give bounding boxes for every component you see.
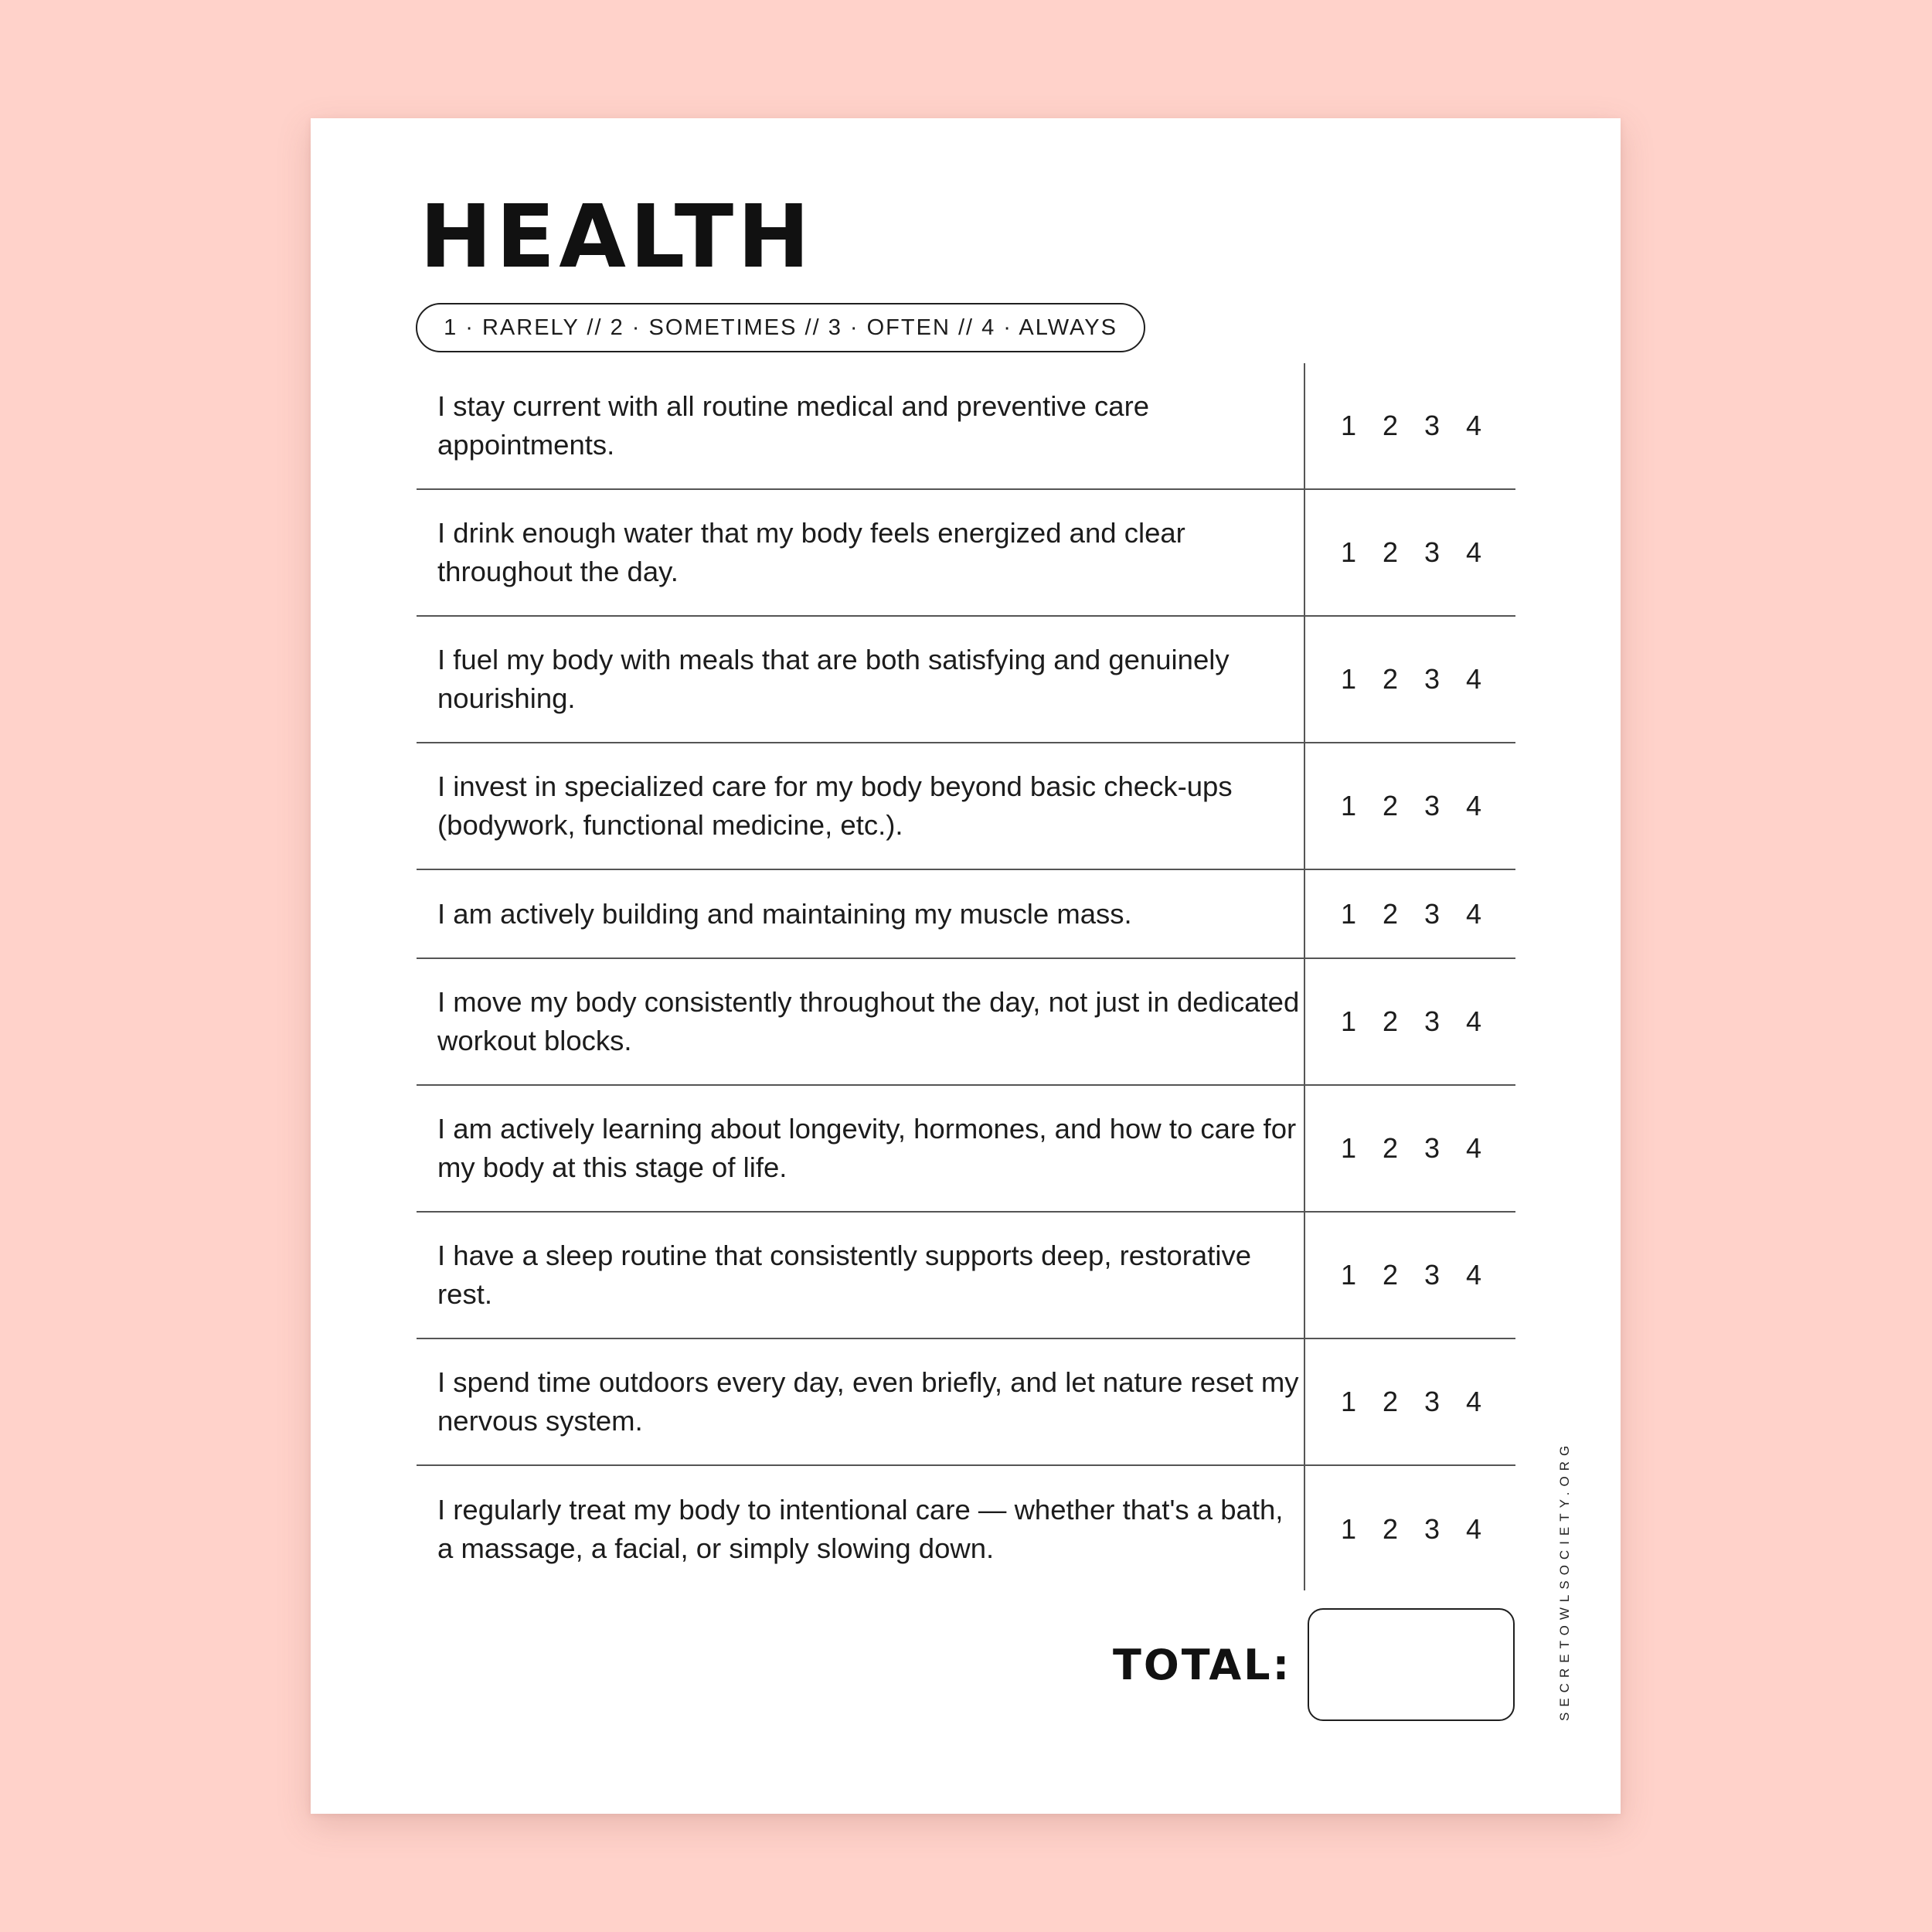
rating-scale-legend: 1 · RARELY // 2 · SOMETIMES // 3 · OFTEN // 4 · ALWAYS [416, 303, 1145, 352]
rating-option-2[interactable]: 2 [1382, 790, 1399, 821]
checklist-row [417, 743, 1515, 870]
checklist-table [417, 363, 1515, 1593]
statement-text: I move my body consistently throughout the day, not just in dedicated workout blocks. [437, 986, 1300, 1056]
checklist-row [417, 1339, 1515, 1466]
rating-options [1304, 1005, 1515, 1038]
rating-options [1304, 663, 1515, 696]
rating-option-4[interactable]: 4 [1465, 410, 1482, 441]
rating-option-3[interactable]: 3 [1423, 1513, 1440, 1545]
rating-option-3[interactable]: 3 [1423, 1259, 1440, 1291]
rating-options [1304, 898, 1515, 930]
rating-option-2[interactable]: 2 [1382, 1005, 1399, 1037]
rating-option-4[interactable]: 4 [1465, 790, 1482, 821]
total-label: TOTAL: [1113, 1641, 1292, 1689]
statement-text: I regularly treat my body to intentional care — whether that's a bath, a massage, a facial, or simply slowing down. [437, 1494, 1284, 1564]
rating-option-1[interactable]: 1 [1340, 790, 1357, 821]
rating-option-1[interactable]: 1 [1340, 1005, 1357, 1037]
rating-option-3[interactable]: 3 [1423, 410, 1440, 441]
rating-option-1[interactable]: 1 [1340, 536, 1357, 568]
rating-option-4[interactable]: 4 [1465, 663, 1482, 695]
rating-option-3[interactable]: 3 [1423, 663, 1440, 695]
checklist-row [417, 490, 1515, 617]
statement-text: I have a sleep routine that consistently supports deep, restorative rest. [437, 1240, 1252, 1310]
page-title: HEALTH [420, 187, 814, 287]
rating-option-4[interactable]: 4 [1465, 897, 1482, 930]
rating-option-4[interactable]: 4 [1465, 1386, 1482, 1417]
total-score-box[interactable] [1308, 1608, 1515, 1721]
rating-option-1[interactable]: 1 [1340, 1513, 1357, 1545]
rating-option-1[interactable]: 1 [1340, 1259, 1357, 1291]
site-url: SECRETOWLSOCIETY.ORG [1557, 1440, 1572, 1721]
checklist-row [417, 363, 1515, 490]
rating-options [1304, 1259, 1515, 1291]
rating-option-1[interactable]: 1 [1340, 663, 1357, 695]
rating-option-2[interactable]: 2 [1382, 1132, 1399, 1164]
rating-option-3[interactable]: 3 [1423, 897, 1440, 930]
rating-option-2[interactable]: 2 [1382, 536, 1399, 568]
rating-option-3[interactable]: 3 [1423, 790, 1440, 821]
statement-text: I am actively learning about longevity, hormones, and how to care for my body at this stage of life. [437, 1113, 1297, 1183]
checklist-row [417, 617, 1515, 743]
rating-option-2[interactable]: 2 [1382, 663, 1399, 695]
rating-options [1304, 410, 1515, 442]
statement-text: I fuel my body with meals that are both satisfying and genuinely nourishing. [437, 644, 1230, 714]
worksheet-page [311, 118, 1621, 1814]
rating-option-4[interactable]: 4 [1465, 1259, 1482, 1291]
rating-option-3[interactable]: 3 [1423, 536, 1440, 568]
rating-option-2[interactable]: 2 [1382, 410, 1399, 441]
checklist-row [417, 1213, 1515, 1339]
rating-option-1[interactable]: 1 [1340, 897, 1357, 930]
rating-option-1[interactable]: 1 [1340, 410, 1357, 441]
rating-option-1[interactable]: 1 [1340, 1132, 1357, 1164]
rating-option-3[interactable]: 3 [1423, 1005, 1440, 1037]
checklist-row [417, 1466, 1515, 1593]
rating-option-2[interactable]: 2 [1382, 1259, 1399, 1291]
rating-options [1304, 790, 1515, 822]
rating-option-1[interactable]: 1 [1340, 1386, 1357, 1417]
statement-text: I drink enough water that my body feels energized and clear throughout the day. [437, 517, 1185, 587]
statement-text: I am actively building and maintaining my muscle mass. [437, 897, 1132, 930]
rating-option-3[interactable]: 3 [1423, 1132, 1440, 1164]
statement-text: I invest in specialized care for my body beyond basic check-ups (bodywork, functional medicine, etc.). [437, 770, 1233, 841]
rating-option-3[interactable]: 3 [1423, 1386, 1440, 1417]
rating-option-4[interactable]: 4 [1465, 536, 1482, 568]
rating-options [1304, 1132, 1515, 1165]
rating-options [1304, 536, 1515, 569]
rating-option-2[interactable]: 2 [1382, 897, 1399, 930]
rating-option-2[interactable]: 2 [1382, 1386, 1399, 1417]
statement-text: I spend time outdoors every day, even briefly, and let nature reset my nervous system. [437, 1366, 1299, 1437]
checklist-row [417, 870, 1515, 959]
rating-option-4[interactable]: 4 [1465, 1005, 1482, 1037]
checklist-row [417, 1086, 1515, 1213]
rating-options [1304, 1513, 1515, 1546]
rating-option-4[interactable]: 4 [1465, 1132, 1482, 1164]
rating-options [1304, 1386, 1515, 1418]
rating-option-2[interactable]: 2 [1382, 1513, 1399, 1545]
checklist-row [417, 959, 1515, 1086]
statement-text: I stay current with all routine medical and preventive care appointments. [437, 390, 1150, 461]
rating-option-4[interactable]: 4 [1465, 1513, 1482, 1545]
